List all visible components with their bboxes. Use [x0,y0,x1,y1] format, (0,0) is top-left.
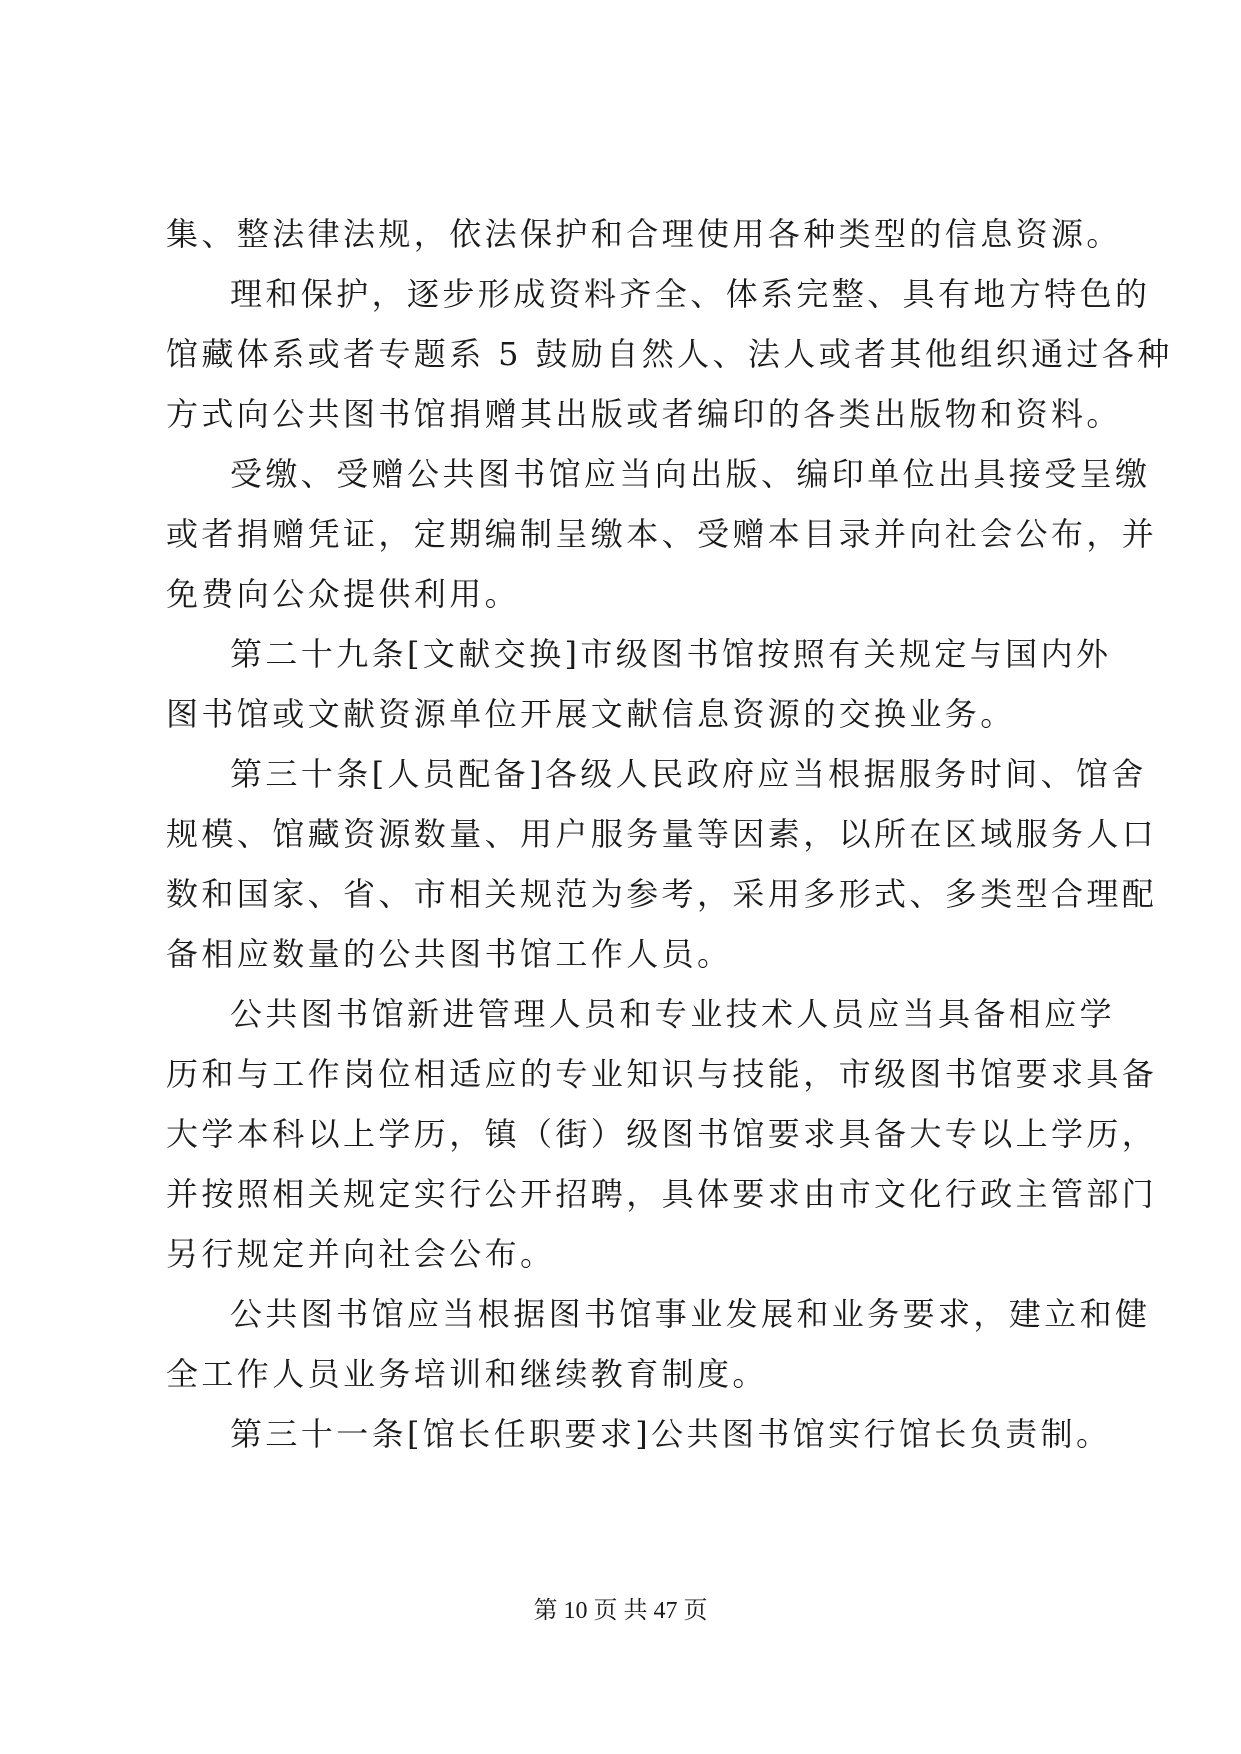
text-line: 大学本科以上学历，镇（街）级图书馆要求具备大专以上学历， [166,1115,1158,1153]
text-line: 方式向公共图书馆捐赠其出版或者编印的各类出版物和资料。 [166,395,1122,433]
text-line: 全工作人员业务培训和继续教育制度。 [166,1355,768,1393]
text-line: 集、整法律法规，依法保护和合理使用各种类型的信息资源。 [166,215,1122,253]
text-line: 规模、馆藏资源数量、用户服务量等因素，以所在区域服务人口 [166,815,1158,853]
text-line: 并按照相关规定实行公开招聘，具体要求由市文化行政主管部门 [166,1175,1158,1213]
text-line: 公共图书馆应当根据图书馆事业发展和业务要求，建立和健 [230,1295,1151,1333]
text-line: 图书馆或文献资源单位开展文献信息资源的交换业务。 [166,695,1016,733]
text-line: 历和与工作岗位相适应的专业知识与技能，市级图书馆要求具备 [166,1055,1158,1093]
text-line: 第三十条[人员配备]各级人民政府应当根据服务时间、馆舍 [230,755,1147,793]
text-line: 理和保护，逐步形成资料齐全、体系完整、具有地方特色的 [230,275,1151,313]
page-number-footer: 第 10 页 共 47 页 [533,1598,708,1624]
text-line: 另行规定并向社会公布。 [166,1235,556,1273]
text-line: 馆藏体系或者专题系 5 鼓励自然人、法人或者其他组织通过各种 [166,335,1173,373]
text-line: 数和国家、省、市相关规范为参考，采用多形式、多类型合理配 [166,875,1158,913]
text-line: 免费向公众提供利用。 [166,575,521,613]
text-line: 或者捐赠凭证，定期编制呈缴本、受赠本目录并向社会公布，并 [166,515,1158,553]
text-line: 公共图书馆新进管理人员和专业技术人员应当具备相应学 [230,995,1116,1033]
text-line: 第三十一条[馆长任职要求]公共图书馆实行馆长负责制。 [230,1415,1112,1453]
text-line: 受缴、受赠公共图书馆应当向出版、编印单位出具接受呈缴 [230,455,1151,493]
text-line: 备相应数量的公共图书馆工作人员。 [166,935,733,973]
text-line: 第二十九条[文献交换]市级图书馆按照有关规定与国内外 [230,635,1112,673]
